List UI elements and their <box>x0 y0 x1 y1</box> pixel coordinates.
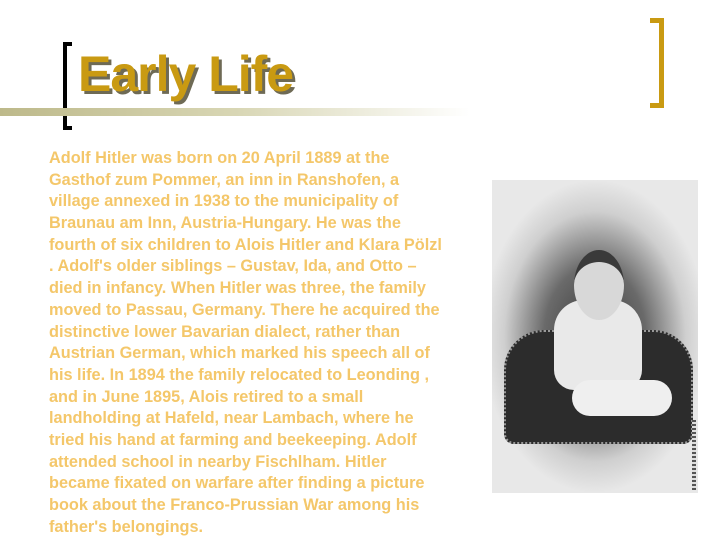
body-line: became fixated on warfare after finding a picture <box>49 474 425 493</box>
body-line: his life. In 1894 the family relocated to Leonding , <box>49 365 429 384</box>
body-line: father's belongings. <box>49 517 204 536</box>
right-bracket-decoration <box>650 18 664 108</box>
baby-legs <box>572 380 672 416</box>
body-line: book about the Franco-Prussian War among his <box>49 496 420 514</box>
body-line: Braunau am Inn, Austria-Hungary. He was the <box>49 214 401 233</box>
body-line: Gasthof zum Pommer, an inn in Ranshofen, a <box>49 170 400 189</box>
slide-title: Early Life <box>78 46 294 102</box>
body-line: died in infancy. When Hitler was three, the family <box>49 279 426 298</box>
body-line: tried his hand at farming and beekeeping. Adolf <box>49 430 417 449</box>
body-line: . Adolf's older siblings – Gustav, Ida, and Otto – <box>49 257 417 276</box>
body-line: and in June 1895, Alois retired to a small <box>49 387 364 406</box>
body-line: landholding at Hafeld, near Lambach, where he <box>49 409 414 428</box>
baby-head <box>574 250 624 320</box>
body-line: Adolf Hitler was born on 20 April 1889 at the <box>49 149 390 167</box>
body-line: distinctive lower Bavarian dialect, rather than <box>49 322 401 341</box>
body-line: attended school in nearby Fischlham. Hitler <box>49 452 387 471</box>
left-bracket-decoration <box>63 42 72 130</box>
title-underline-rule <box>0 108 470 116</box>
body-line: Austrian German, which marked his speech all of <box>49 344 430 363</box>
photo-caption-marks <box>692 420 696 490</box>
body-line: village annexed in 1938 to the municipality of <box>49 192 399 211</box>
body-line: moved to Passau, Germany. There he acquired the <box>49 300 440 319</box>
baby-portrait-photo <box>492 180 698 493</box>
body-line: fourth of six children to Alois Hitler and Klara Pölzl <box>49 235 442 254</box>
body-text <box>49 148 489 538</box>
